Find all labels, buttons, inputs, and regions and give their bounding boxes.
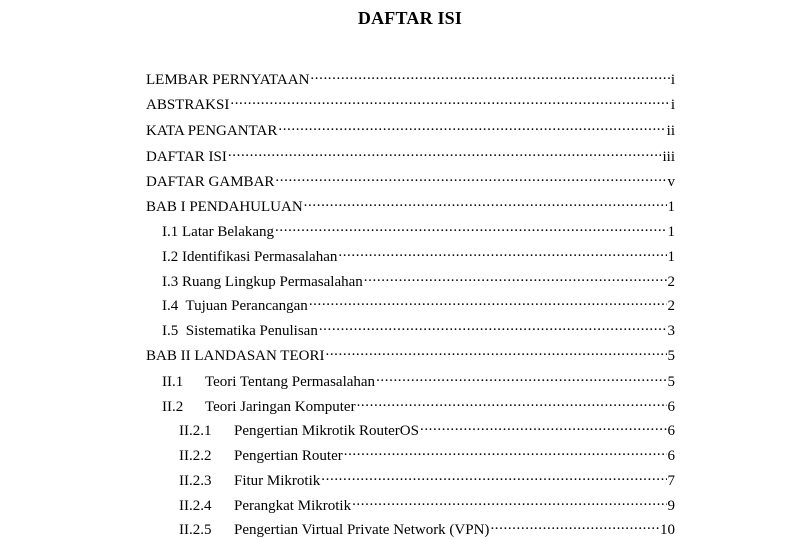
dot-leader (490, 516, 659, 534)
toc-entry-label: Teori Jaringan Komputer (205, 399, 356, 415)
dot-leader (228, 143, 662, 161)
toc-entry-2-2-4[interactable] (179, 492, 675, 515)
toc-entry-lembar-pernyataan[interactable] (146, 66, 675, 89)
toc-entry-number: II.2.2 (179, 448, 212, 464)
toc-entry-label: DAFTAR ISI (146, 149, 227, 165)
toc-entry-label: BAB I PENDAHULUAN (146, 199, 303, 215)
toc-entry-page: 9 (667, 498, 675, 514)
toc-entry-page: iii (662, 149, 675, 165)
toc-entry-label: DAFTAR GAMBAR (146, 174, 275, 190)
dot-leader (376, 368, 666, 386)
dot-leader (275, 218, 666, 236)
dot-leader (304, 193, 667, 211)
toc-entry-label: Perangkat Mikrotik (234, 498, 352, 514)
toc-entry-2-2-2[interactable] (179, 442, 675, 465)
toc-entry-daftar-gambar[interactable] (146, 168, 675, 191)
dot-leader (420, 417, 667, 435)
toc-entry-2-2-1[interactable] (179, 417, 675, 440)
toc-entry-label: KATA PENGANTAR (146, 123, 278, 139)
toc-entry-page: i (670, 97, 675, 113)
toc-entry-page: 3 (667, 323, 675, 339)
toc-entry-number: II.2 (162, 399, 184, 415)
dot-leader (321, 467, 666, 485)
toc-entry-label: Pengertian Router (234, 448, 343, 464)
dot-leader (344, 442, 667, 460)
toc-entry-1-2[interactable] (162, 243, 675, 266)
dot-leader (230, 91, 669, 109)
toc-entry-label: ABSTRAKSI (146, 97, 230, 113)
toc-entry-label: I.4 Tujuan Perancangan (162, 298, 308, 314)
toc-entry-label: Fitur Mikrotik (234, 473, 321, 489)
toc-entry-page: 6 (667, 448, 675, 464)
toc-entry-number: II.2.1 (179, 423, 212, 439)
toc-entry-label: BAB II LANDASAN TEORI (146, 348, 325, 364)
toc-entry-page: 6 (667, 399, 675, 415)
toc-entry-label: LEMBAR PERNYATAAN (146, 72, 310, 88)
toc-entry-page: v (667, 174, 675, 190)
toc-entry-label: Pengertian Mikrotik RouterOS (234, 423, 419, 439)
toc-entry-page: 10 (660, 522, 675, 538)
toc-entry-page: i (670, 72, 675, 88)
toc-entry-kata-pengantar[interactable] (146, 117, 675, 140)
toc-entry-page: 7 (667, 473, 675, 489)
toc-entry-2-1[interactable] (162, 368, 675, 391)
toc-entry-daftar-isi[interactable] (146, 143, 675, 166)
toc-entry-2-2-3[interactable] (179, 467, 675, 490)
toc-entry-page: ii (666, 123, 675, 139)
toc-entry-label: Pengertian Virtual Private Network (VPN) (234, 522, 490, 538)
dot-leader (357, 393, 667, 411)
toc-entry-page: 6 (667, 423, 675, 439)
toc-entry-label: I.2 Identifikasi Permasalahan (162, 249, 338, 265)
toc-entry-1-1[interactable] (162, 218, 675, 241)
dot-leader (338, 243, 666, 261)
toc-entry-label: I.1 Latar Belakang (162, 224, 275, 240)
toc-entry-page: 2 (667, 298, 675, 314)
toc-entry-number: II.2.4 (179, 498, 212, 514)
toc-entry-1-3[interactable] (162, 268, 675, 291)
dot-leader (352, 492, 666, 510)
dot-leader (278, 117, 665, 135)
dot-leader (275, 168, 666, 186)
toc-entry-abstraksi[interactable] (146, 91, 675, 114)
page-title: DAFTAR ISI (357, 8, 463, 28)
toc-entry-number: II.2.5 (179, 522, 212, 538)
toc-entry-page: 1 (667, 224, 675, 240)
toc-entry-page: 5 (667, 374, 675, 390)
toc-entry-bab-1[interactable] (146, 193, 675, 216)
toc-entry-2-2[interactable] (162, 393, 675, 416)
toc-entry-1-4[interactable] (162, 292, 675, 315)
toc-entry-number: II.1 (162, 374, 184, 390)
toc-entry-page: 5 (667, 348, 675, 364)
toc-entry-bab-2[interactable] (146, 342, 675, 365)
toc-entry-label: I.5 Sistematika Penulisan (162, 323, 318, 339)
dot-leader (319, 317, 667, 335)
dot-leader (364, 268, 667, 286)
toc-entry-page: 2 (667, 274, 675, 290)
dot-leader (310, 66, 669, 84)
toc-entry-label: Teori Tentang Permasalahan (205, 374, 376, 390)
toc-entry-label: I.3 Ruang Lingkup Permasalahan (162, 274, 363, 290)
toc-entry-page: 1 (667, 199, 675, 215)
toc-entry-page: 1 (667, 249, 675, 265)
dot-leader (309, 292, 667, 310)
toc-entry-number: II.2.3 (179, 473, 212, 489)
toc-entry-1-5[interactable] (162, 317, 675, 340)
dot-leader (325, 342, 666, 360)
toc-entry-2-2-5[interactable] (179, 516, 675, 539)
